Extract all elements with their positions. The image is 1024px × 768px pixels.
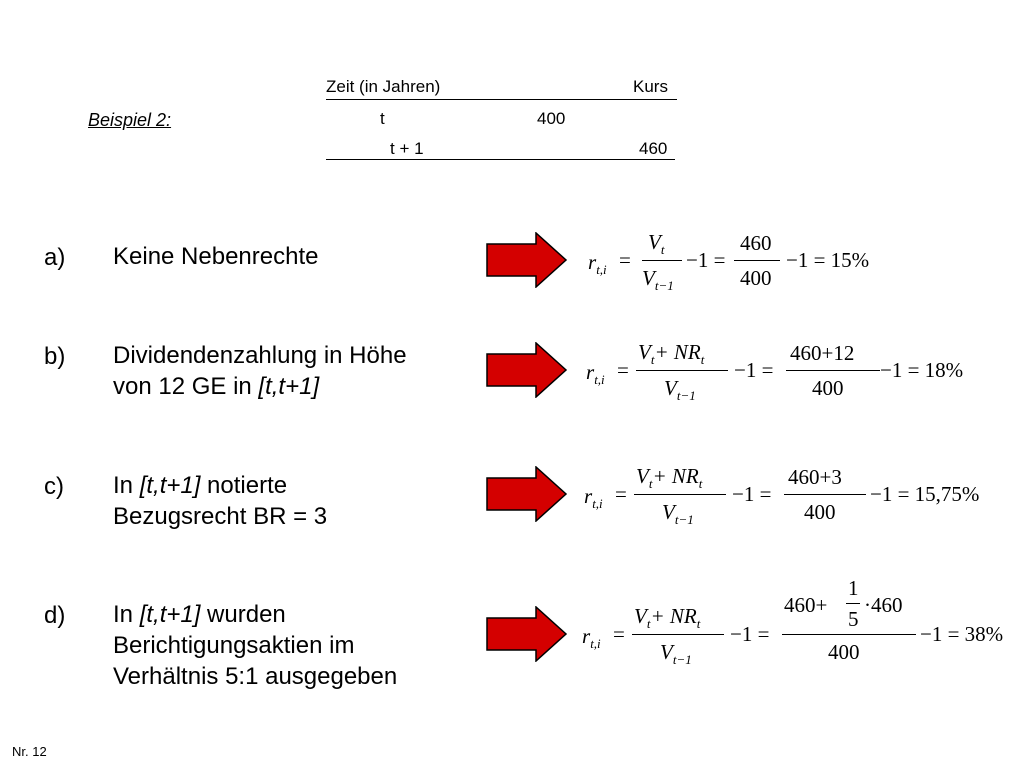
item-d-line3: Verhältnis 5:1 ausgegeben: [113, 663, 398, 690]
item-d-line2: Berichtigungsaktien im: [113, 632, 355, 659]
item-b-line1: Dividendenzahlung in Höhe: [113, 342, 407, 369]
formula-a-minus1: −1 =: [686, 248, 726, 272]
formula-b: [584, 338, 984, 408]
formula-c: [582, 462, 1002, 532]
item-c-line1-interval: [t,t+1]: [139, 472, 201, 499]
table-row1-kurs: 400: [537, 109, 566, 128]
formula-d-num: $V_t+ NR_t$: [634, 604, 701, 631]
formula-d-inner-num: 1: [848, 576, 859, 600]
formula-a-value-den: 400: [740, 266, 772, 290]
formula-d-value-den: 400: [828, 640, 860, 664]
formula-a-r: $r_{t,i}$: [588, 250, 607, 277]
item-b-line2-interval: [t,t+1]: [258, 373, 320, 400]
formula-c-eq: =: [615, 482, 627, 506]
arrow-right-icon: [486, 342, 568, 398]
formula-c-den: $V_{t-1}$: [662, 500, 694, 527]
item-d-line1-interval: [t,t+1]: [139, 601, 201, 628]
item-d-line1: [113, 599, 397, 630]
arrow-right-icon: [486, 466, 568, 522]
formula-a: [586, 228, 886, 298]
formula-d-minus1: −1 =: [730, 622, 770, 646]
formula-c-value-den: 400: [804, 500, 836, 524]
formula-d-den: $V_{t-1}$: [660, 640, 692, 667]
table-row1-time: t: [380, 109, 385, 128]
formula-d-inner-den: 5: [848, 607, 859, 631]
formula-b-den: $V_{t-1}$: [664, 376, 696, 403]
formula-d-result: −1 = 38%: [920, 622, 1004, 646]
formula-d-r: $r_{t,i}$: [582, 624, 601, 651]
item-d-text: [113, 599, 397, 692]
table-header-time: Zeit (in Jahren): [326, 77, 441, 96]
formula-c-value-num: 460+3: [788, 465, 842, 489]
item-c-line2: Bezugsrecht BR = 3: [113, 503, 328, 530]
formula-d: [580, 574, 1020, 674]
item-d-line1-post: wurden: [200, 601, 286, 628]
item-c-line1-pre: In: [113, 472, 140, 499]
formula-b-r: $r_{t,i}$: [586, 360, 605, 387]
item-d-line1-pre: In: [113, 601, 140, 628]
item-a-line1: Keine Nebenrechte: [113, 243, 319, 270]
formula-c-r: $r_{t,i}$: [584, 484, 603, 511]
formula-b-num: $V_t+ NR_t$: [638, 340, 705, 367]
item-c-letter: c): [44, 473, 64, 500]
formula-a-den: $V_{t-1}$: [642, 266, 674, 293]
item-b-text: [113, 340, 407, 402]
formula-c-result: −1 = 15,75%: [870, 482, 980, 506]
item-c-line1: [113, 470, 327, 501]
formula-b-result: −1 = 18%: [880, 358, 964, 382]
table-footer-rule: [326, 159, 675, 160]
table-row2-kurs: 460: [639, 139, 668, 158]
formula-a-value-num: 460: [740, 231, 772, 255]
formula-d-value-num-post: ·460: [864, 593, 903, 617]
formula-d-eq: =: [613, 622, 625, 646]
item-b-letter: b): [44, 343, 66, 370]
item-c-line1-post: notierte: [200, 472, 288, 499]
formula-a-num: $V_t$: [648, 230, 665, 257]
item-b-line2-text: von 12 GE in: [113, 373, 259, 400]
formula-b-minus1: −1 =: [734, 358, 774, 382]
item-a-letter: a): [44, 244, 66, 271]
item-a-text: [113, 241, 318, 272]
page-number: Nr. 12: [12, 744, 47, 759]
formula-a-eq: =: [619, 248, 631, 272]
example-label: Beispiel 2:: [88, 110, 172, 130]
formula-b-eq: =: [617, 358, 629, 382]
formula-a-result: −1 = 15%: [786, 248, 870, 272]
item-c-text: [113, 470, 327, 532]
table-row2-time: t + 1: [390, 139, 424, 158]
table-header-rule: [326, 99, 677, 100]
table-header-kurs: Kurs: [633, 77, 668, 96]
formula-d-value-num-pre: 460+: [784, 593, 828, 617]
arrow-right-icon: [486, 232, 568, 288]
arrow-right-icon: [486, 606, 568, 662]
formula-c-num: $V_t+ NR_t$: [636, 464, 703, 491]
item-d-letter: d): [44, 602, 66, 629]
item-b-line2: [113, 371, 407, 402]
formula-b-value-num: 460+12: [790, 341, 855, 365]
formula-c-minus1: −1 =: [732, 482, 772, 506]
formula-b-value-den: 400: [812, 376, 844, 400]
